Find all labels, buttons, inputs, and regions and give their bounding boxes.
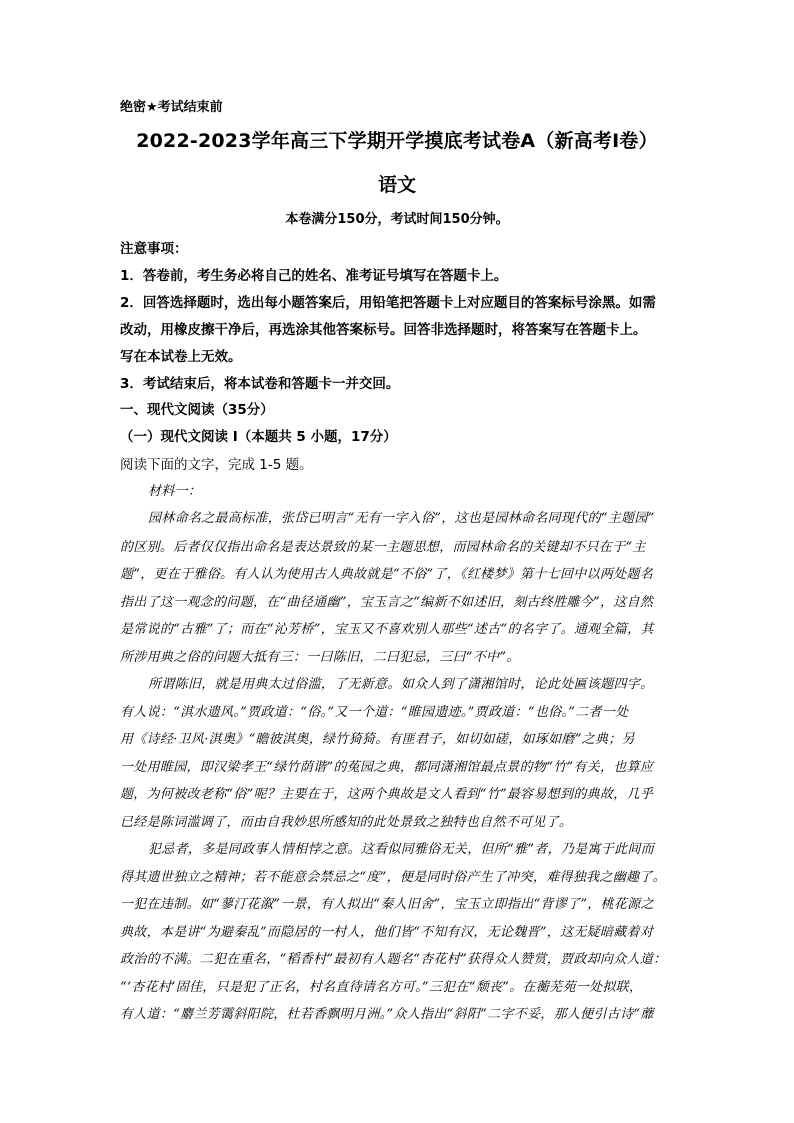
notes-item-2-line-1: 2．回答选择题时，选出每小题答案后，用铅笔把答题卡上对应题目的答案标号涂黑。如需: [120, 295, 656, 311]
score-info: 本卷满分150分，考试时间150分钟。: [285, 212, 509, 227]
exam-title: 2022-2023学年高三下学期开学摸底考试卷A（新高考Ⅰ卷）: [136, 130, 658, 152]
notes-item-3: 3．考试结束后，将本试卷和答题卡一并交回。: [120, 376, 400, 392]
text-line: “‘杏花村’固佳，只是犯了正名，村名直待请名方可。”三犯在“颓丧”。在蘅芜苑一处拟联，: [120, 980, 643, 995]
text-line: 犯忌者，多是同政事人情相悖之意。这看似同雅俗无关，但所“雅”者，乃是寓于此间而: [148, 842, 654, 857]
text-line: 得其遗世独立之精神；若不能意会禁忌之“度”，便是同时俗产生了冲突，难得独我之幽趣了。: [120, 870, 666, 885]
text-line: 有人说：“淇水遗风。”贾政道：“俗。”又一个道：“睢园遗迹。”贾政道：“也俗。”二者一处: [120, 705, 629, 720]
confidential-label: 绝密★考试结束前: [120, 100, 223, 115]
notes-item-1: 1．答卷前，考生务必将自己的姓名、准考证号填写在答题卡上。: [120, 268, 508, 284]
text-line: 有人道：“麝兰芳霭斜阳院，杜若香飘明月洲。”众人指出“斜阳”二字不妥，那人便引古诗“蘼: [120, 1007, 654, 1022]
text-line: 是常说的“古雅”了；而在“沁芳桥”，宝玉又不喜欢别人那些“述古”的名字了。通观全篇，其: [120, 622, 654, 637]
text-line: 的区别。后者仅仅指出命名是表达景致的某一主题思想，而园林命名的关键却不只在于“主: [120, 540, 646, 555]
text-line: 一犯在违制。如“蓼汀花溆”一景，有人拟出“秦人旧舍”，宝玉立即指出“背谬了”，桃花源之: [120, 897, 654, 912]
subject-title: 语文: [377, 174, 416, 196]
notes-item-2-line-3: 写在本试卷上无效。: [120, 349, 242, 365]
text-line: 典故，本是讲“为避秦乱”而隐居的一村人，他们皆“不知有汉，无论魏晋”，这无疑暗藏着对: [120, 925, 654, 940]
text-line: 一处用睢园，即汉梁孝王“绿竹荫谐”的菟园之典，都同潇湘馆最点景的物“竹”有关，也算应: [120, 760, 654, 775]
text-line: 题”，更在于雅俗。有人认为使用古人典故就是“不俗”了，《红楼梦》第十七回中以两处题名: [120, 567, 654, 582]
text-line: 题，为何被改老称“俗”呢？主要在于，这两个典故是文人看到“竹”最容易想到的典故，几乎: [120, 787, 654, 802]
notes-heading: 注意事项：: [120, 241, 188, 257]
text-line: 园林命名之最高标准，张岱已明言“无有一字入俗”，这也是园林命名同现代的“主题园”: [148, 511, 655, 526]
text-line: 政治的不满。二犯在重名，“稻香村”最初有人题名“杏花村”获得众人赞赏，贾政却向众人道：: [120, 952, 667, 967]
text-line: 指出了这一观念的问题，在“曲径通幽”，宝玉言之“编新不如述旧，刻古终胜雕今”，这自然: [120, 595, 654, 610]
section-heading: 一、现代文阅读（35分）: [120, 402, 274, 418]
text-line: 用《诗经·卫风·淇奥》“瞻彼淇奥，绿竹猗猗。有匪君子，如切如磋，如琢如磨”之典；另: [120, 732, 635, 747]
reading-instruction: 阅读下面的文字，完成 1-5 题。: [120, 457, 313, 473]
subsection-heading: （一）现代文阅读 I（本题共 5 小题，17分）: [120, 429, 397, 445]
text-line: 所涉用典之俗的问题大抵有三：一曰陈旧，二曰犯忌，三曰“不中”。: [120, 650, 520, 665]
material-label: 材料一：: [148, 484, 202, 499]
text-line: 所谓陈旧，就是用典太过俗滥，了无新意。如众人到了潇湘馆时，论此处匾该题四字。: [148, 677, 654, 692]
text-line: 已经是陈词滥调了，而由自我妙思所感知的此处景致之独特也自然不可见了。: [120, 815, 573, 830]
notes-item-2-line-2: 改动，用橡皮擦干净后，再选涂其他答案标号。回答非选择题时，将答案写在答题卡上。: [120, 322, 647, 338]
